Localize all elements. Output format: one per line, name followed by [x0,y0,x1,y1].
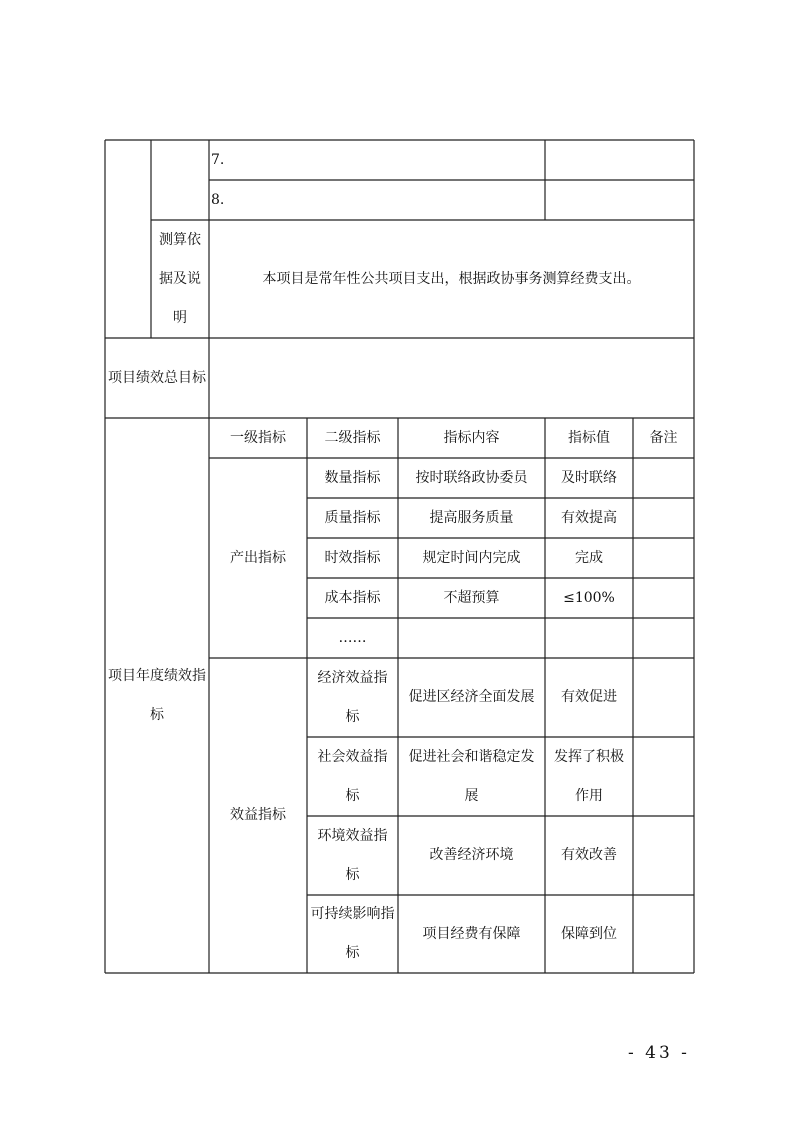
table-row-level2: 环境效益指标 [317,827,388,883]
table-row-note [633,498,694,538]
table-row-level2: 社会效益指标 [317,748,388,804]
table-row-level2: 成本指标 [324,589,381,606]
annual-indicators-label: 项目年度绩效指标 [108,667,206,723]
benefit-indicator-label: 效益指标 [230,807,286,823]
table-row-level2: …… [338,629,367,646]
table-row-content: 促进社会和谐稳定发展 [408,748,535,804]
table-row-level2: 可持续影响指标 [310,906,395,961]
table-row-value: 有效提高 [561,509,617,526]
table-row-level2: 时效指标 [324,549,381,566]
basis-text: 本项目是常年性公共项目支出，根据政协事务测算经费支出。 [262,270,641,287]
table-row-content: 改善经济环境 [429,847,514,863]
overall-goal-value [209,338,694,418]
overall-goal-label: 项目绩效总目标 [108,369,206,386]
table-row-content: 促进区经济全面发展 [408,689,535,705]
table-row-value: ≤100% [563,589,615,606]
table-row-note [633,737,694,816]
table-row-value: 发挥了积极作用 [554,748,624,804]
table-row-level2: 数量指标 [324,469,381,486]
table-row-value: 保障到位 [561,925,617,942]
table-row-value: 及时联络 [561,469,617,486]
budget-row-7: 7. [211,151,225,168]
header-note: 备注 [649,429,678,446]
table-row-note [633,618,694,658]
table-row-note [633,895,694,973]
header-value: 指标值 [568,429,610,446]
table-row-level2: 质量指标 [324,509,381,526]
table-row-content: 不超预算 [443,589,500,606]
header-level1: 一级指标 [230,429,286,446]
table-row-value [545,618,633,658]
table-row-level2: 经济效益指标 [317,669,388,725]
output-indicator-label: 产出指标 [230,549,286,566]
header-level2: 二级指标 [324,429,381,446]
table-row-value: 有效促进 [561,689,617,705]
table-row-note [633,816,694,895]
table-row-content [398,618,545,658]
table-row-value: 有效改善 [561,847,617,863]
page-number: - 43 - [628,1043,690,1063]
table-row-note [633,578,694,618]
table-row-note [633,658,694,737]
table-row-note [633,538,694,578]
budget-row-8: 8. [211,191,225,208]
table-row-content: 项目经费有保障 [422,925,521,942]
table-row-note [633,458,694,498]
basis-label: 测算依据及说明 [159,231,201,326]
table-row-content: 提高服务质量 [429,509,514,526]
header-content: 指标内容 [443,429,500,446]
table-row-value: 完成 [575,549,603,566]
table-row-content: 按时联络政协委员 [415,469,528,486]
table-row-content: 规定时间内完成 [422,549,521,566]
